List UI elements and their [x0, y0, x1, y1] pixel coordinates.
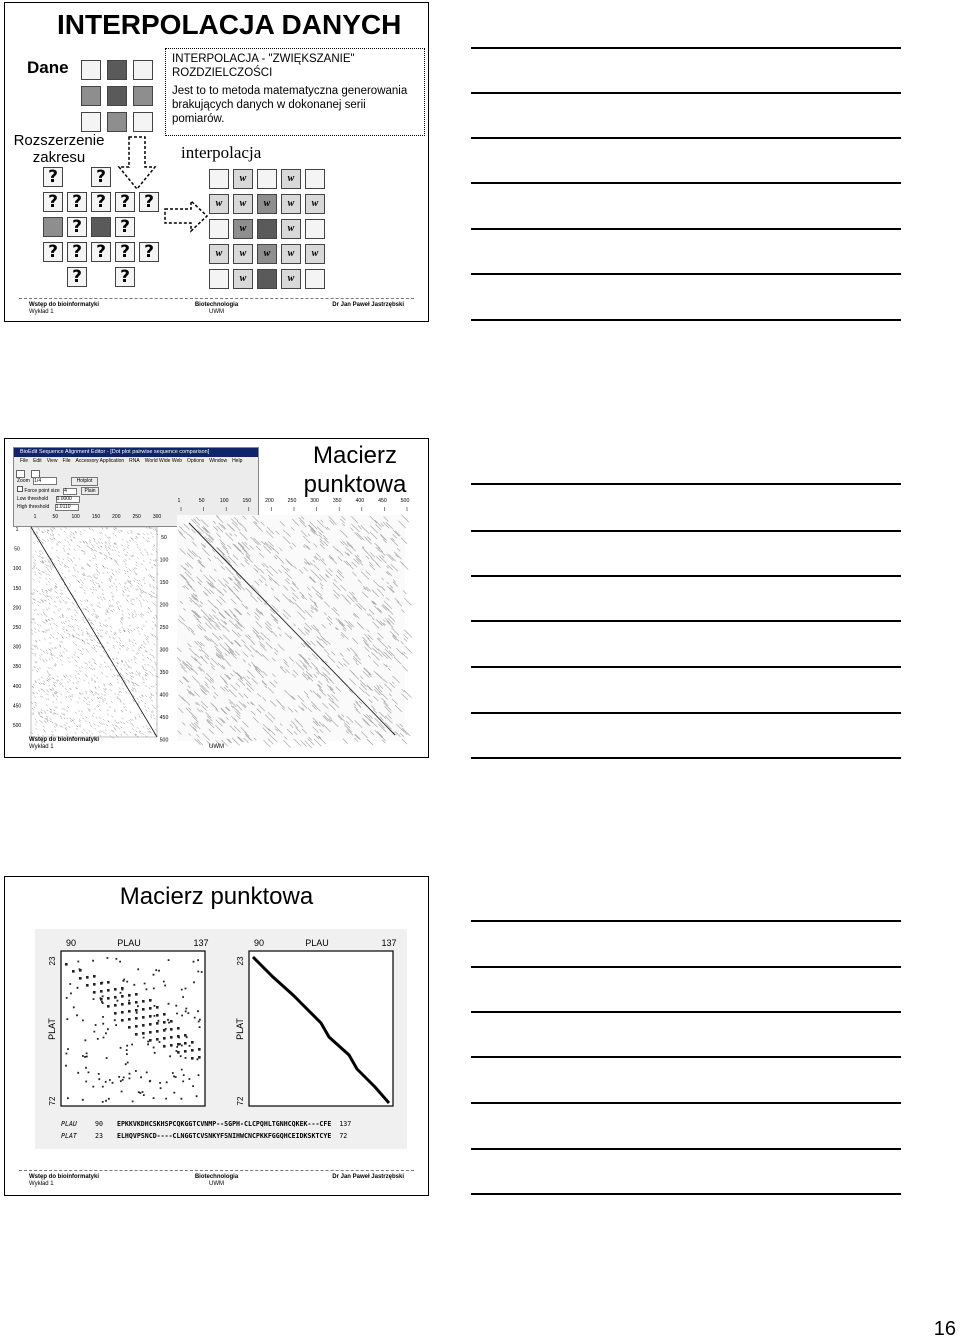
footer-lecture: Wykład 1 — [29, 1181, 54, 1187]
interpolated-cell: w — [233, 219, 253, 239]
note-line — [471, 666, 901, 668]
interpolated-cell: w — [257, 244, 277, 264]
unknown-cell: ? — [67, 192, 87, 212]
high-threshold-input[interactable]: 1.0110 — [55, 504, 79, 511]
unknown-cell: ? — [67, 267, 87, 287]
small-y-tick: 1 — [15, 527, 19, 533]
small-y-tick: 50 — [14, 546, 20, 553]
interpolated-cell: w — [281, 194, 301, 214]
alignment-block — [61, 1118, 351, 1142]
unknown-cell: ? — [91, 192, 111, 212]
data-cell — [133, 86, 153, 106]
footer-university: UWM — [209, 1181, 224, 1187]
data-cell — [107, 60, 127, 80]
plot-left-tick-90: 90 — [65, 938, 77, 948]
interpolated-cell: w — [281, 244, 301, 264]
note-line — [471, 137, 901, 139]
dotplot-figure — [5, 439, 428, 757]
slide1-title: INTERPOLACJA DANYCH — [57, 9, 402, 40]
interpolated-cell: w — [233, 269, 253, 289]
data-cell — [257, 169, 277, 189]
note-line — [471, 712, 901, 714]
note-line — [471, 1148, 901, 1150]
data-cell — [43, 217, 63, 237]
big-x-tick: 350 — [332, 498, 342, 504]
small-y-tick: 350 — [12, 664, 22, 671]
small-y-tick: 150 — [12, 585, 22, 592]
interpolated-cell: w — [209, 244, 229, 264]
big-x-tick: 100 — [219, 498, 229, 504]
data-cell — [209, 269, 229, 289]
plot-left-seq-side: PLAT — [47, 1018, 57, 1040]
footer-author: Dr Jan Paweł Jastrzębski — [332, 1174, 404, 1180]
label-zakresu-line2: zakresu — [32, 149, 86, 166]
menu-item-8[interactable]: Window — [209, 458, 228, 464]
data-cell — [81, 86, 101, 106]
data-grid — [77, 59, 161, 133]
small-x-tick: 1 — [33, 514, 37, 520]
unknown-cell: ? — [67, 217, 87, 237]
label-rozszerzenie — [13, 132, 105, 166]
align-end-2: 72 — [339, 1132, 348, 1140]
unknown-cell: ? — [43, 167, 63, 187]
interpolated-cell: w — [305, 244, 325, 264]
align-name-2: PLAT — [61, 1132, 77, 1140]
unknown-grid — [43, 167, 163, 291]
small-x-tick: 50 — [52, 514, 59, 520]
interpolated-cell: w — [257, 194, 277, 214]
low-threshold-label: Low threshold — [17, 496, 49, 502]
unknown-cell: ? — [139, 192, 159, 212]
menu-item-4[interactable]: Accessory Application — [75, 458, 125, 464]
data-cell — [257, 269, 277, 289]
plot-left-seq-top: PLAU — [117, 938, 141, 948]
small-x-tick: 250 — [132, 514, 141, 520]
big-y-tick: 350 — [159, 670, 169, 676]
plot-left-tick-72: 72 — [48, 1096, 57, 1106]
big-y-tick: 150 — [159, 580, 169, 586]
unknown-cell: ? — [115, 192, 135, 212]
note-line — [471, 1056, 901, 1058]
interpolation-label: interpolacja — [181, 143, 262, 162]
slide-interpolation — [4, 2, 429, 322]
note-line — [471, 530, 901, 532]
footer-course: Wstęp do bioinformatyki — [29, 1174, 100, 1180]
big-y-tick: 50 — [161, 535, 167, 541]
small-y-tick: 100 — [12, 566, 22, 573]
definition-text-2: brakujących danych w dokonanej serii — [172, 99, 366, 111]
definition-text-1: Jest to to metoda matematyczna generowania — [172, 85, 408, 97]
data-cell — [81, 112, 101, 132]
data-cell — [81, 60, 101, 80]
big-y-tick: 300 — [159, 647, 169, 654]
dotplot-example-figure — [5, 877, 428, 1195]
menu-item-3[interactable]: File — [62, 458, 71, 464]
label-dane: Dane — [27, 58, 69, 77]
alignment-row-1 — [61, 1118, 351, 1130]
big-x-tick: 400 — [355, 498, 365, 504]
slide1-footer — [19, 298, 414, 321]
slide2-title-2: punktowa — [303, 471, 407, 498]
note-line — [471, 483, 901, 485]
definition-title-2: ROZDZIELCZOŚCI — [172, 67, 273, 79]
unknown-cell: ? — [67, 242, 87, 262]
hotplot-button[interactable]: Hotplot — [71, 477, 99, 486]
note-line — [471, 1193, 901, 1195]
align-start-1: 90 — [94, 1120, 103, 1128]
small-x-tick: 100 — [71, 514, 80, 520]
menu-item-7[interactable]: Options — [187, 458, 205, 464]
interpolated-cell: w — [305, 194, 325, 214]
plot-left-frame — [61, 951, 205, 1106]
menu-item-1[interactable]: Edit — [33, 458, 42, 464]
big-x-tick: 50 — [198, 498, 205, 504]
small-y-tick: 200 — [12, 605, 22, 612]
footer-university: UWM — [209, 309, 224, 315]
interpolated-cell: w — [233, 244, 253, 264]
slide-dotplot-example — [4, 876, 429, 1196]
align-name-1: PLAU — [61, 1120, 77, 1128]
menu-item-5[interactable]: RNA — [129, 458, 140, 464]
note-line — [471, 319, 901, 321]
footer-university: UWM — [209, 744, 224, 750]
align-start-2: 23 — [94, 1132, 103, 1140]
unknown-cell: ? — [115, 242, 135, 262]
plot-left-tick-137: 137 — [193, 938, 209, 948]
big-x-tick: 450 — [378, 498, 387, 504]
big-y-tick: 100 — [159, 557, 169, 564]
unknown-cell: ? — [115, 267, 135, 287]
definition-title-1: INTERPOLACJA - "ZWIĘKSZANIE" — [172, 53, 355, 65]
plot-right-seq-side: PLAT — [235, 1018, 245, 1040]
plot-right-seq-top: PLAU — [305, 938, 329, 948]
note-line — [471, 47, 901, 49]
arrow-right-icon — [163, 199, 209, 233]
note-line — [471, 1011, 901, 1013]
footer-course: Wstęp do bioinformatyki — [29, 737, 100, 743]
data-cell — [209, 219, 229, 239]
align-seq-1: EPKKVKDHCSKHSPCQKGGTCVNMP--SGPH-CLCPQHLTGNHCQKEK---CFE — [116, 1120, 332, 1128]
menu-item-0[interactable]: File — [20, 458, 29, 464]
data-cell — [257, 219, 277, 239]
note-line — [471, 620, 901, 622]
big-x-tick-marks — [181, 507, 407, 511]
menu-item-6[interactable]: World Wide Web — [144, 458, 183, 464]
note-line — [471, 182, 901, 184]
interpolated-cell: w — [281, 219, 301, 239]
data-cell — [91, 217, 111, 237]
point-size-label: Force point size — [24, 488, 60, 494]
big-y-tick: 400 — [159, 692, 169, 699]
small-y-tick: 500 — [12, 723, 22, 729]
definition-box — [165, 48, 425, 136]
plot-right-tick-72: 72 — [236, 1096, 245, 1106]
footer-course: Wstęp do bioinformatyki — [29, 302, 100, 308]
small-y-tick: 400 — [12, 683, 22, 690]
big-x-tick: 500 — [400, 498, 410, 504]
footer-program: Biotechnologia — [194, 302, 239, 308]
interpolated-cell: w — [281, 169, 301, 189]
big-y-tick: 500 — [159, 737, 169, 744]
small-x-tick: 200 — [112, 514, 121, 520]
zoom-select[interactable]: 1/4 — [33, 477, 57, 485]
slide-dotplot — [4, 438, 429, 758]
data-cell — [305, 269, 325, 289]
label-rozszerzenie-line1: Rozszerzenie — [13, 132, 105, 149]
note-line — [471, 92, 901, 94]
interpolated-cell: w — [233, 194, 253, 214]
note-line — [471, 575, 901, 577]
window-titlebar: BioEdit Sequence Alignment Editor - [Dot plot pairwise sequence comparison] — [14, 448, 258, 457]
align-end-1: 137 — [339, 1120, 352, 1128]
data-cell — [107, 86, 127, 106]
data-cell — [305, 219, 325, 239]
plot-right-tick-90: 90 — [253, 938, 265, 948]
note-line — [471, 1102, 901, 1104]
plot-right-tick-137: 137 — [381, 938, 397, 948]
footer-lecture: Wykład 1 — [29, 744, 54, 750]
alignment-row-2 — [61, 1130, 351, 1142]
menu-item-9[interactable]: Help — [232, 458, 243, 464]
interpolated-grid — [209, 169, 329, 293]
note-line — [471, 228, 901, 230]
align-seq-2: ELHQVPSNCD----CLNGGTCVSNKYFSNIHWCNCPKKFGGQHCEIDKSKTCYE — [116, 1132, 332, 1140]
definition-text-3: pomiarów. — [172, 113, 225, 125]
big-y-tick: 250 — [159, 625, 169, 631]
point-size-input[interactable]: 4 — [63, 488, 77, 495]
zoom-label: Zoom — [17, 478, 30, 484]
footer-author: Dr Jan Paweł Jastrzębski — [332, 302, 404, 308]
note-line — [471, 920, 901, 922]
big-y-tick: 450 — [159, 715, 169, 721]
interpolated-cell: w — [233, 169, 253, 189]
small-x-tick: 300 — [152, 514, 162, 520]
data-cell — [305, 169, 325, 189]
small-y-tick: 300 — [12, 644, 22, 651]
slide2-title-1: Macierz — [312, 442, 397, 469]
unknown-cell: ? — [139, 242, 159, 262]
big-y-tick: 200 — [159, 602, 169, 609]
big-x-tick: 1 — [177, 498, 181, 504]
unknown-cell: ? — [115, 217, 135, 237]
menu-item-2[interactable]: View — [46, 458, 58, 464]
small-y-tick: 450 — [12, 703, 22, 710]
small-x-tick: 150 — [91, 514, 101, 520]
big-x-tick: 250 — [287, 498, 297, 504]
slide2-footer — [19, 734, 414, 756]
plain-button[interactable]: Plain — [81, 487, 98, 495]
note-line — [471, 273, 901, 275]
note-line — [471, 966, 901, 968]
data-cell — [133, 112, 153, 132]
interpolated-cell: w — [281, 269, 301, 289]
footer-program: Biotechnologia — [194, 1174, 239, 1180]
unknown-cell: ? — [43, 242, 63, 262]
footer-lecture: Wykład 1 — [29, 309, 54, 315]
data-cell — [133, 60, 153, 80]
interpolated-cell: w — [209, 194, 229, 214]
small-y-tick: 250 — [12, 625, 22, 631]
page-number: 16 — [933, 1318, 956, 1340]
big-x-tick: 150 — [242, 498, 252, 504]
unknown-cell: ? — [43, 192, 63, 212]
data-cell — [107, 112, 127, 132]
note-line — [471, 757, 901, 759]
big-x-tick: 300 — [310, 498, 319, 504]
high-threshold-label: High threshold — [17, 504, 50, 510]
slide3-title: Macierz punktowa — [119, 883, 314, 910]
data-cell — [209, 169, 229, 189]
unknown-cell: ? — [91, 167, 111, 187]
unknown-cell: ? — [91, 242, 111, 262]
slide3-footer — [19, 1170, 414, 1193]
big-x-tick: 200 — [265, 498, 274, 504]
plot-left-tick-23: 23 — [48, 956, 57, 966]
low-threshold-input[interactable]: 0.0000 — [56, 496, 80, 503]
plot-right-tick-23: 23 — [236, 956, 245, 966]
